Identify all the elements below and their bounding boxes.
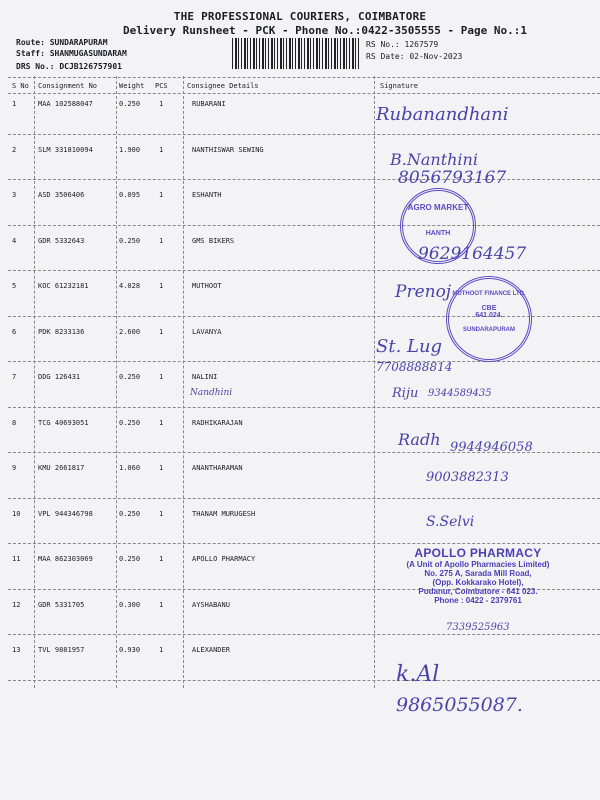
company-title: THE PROFESSIONAL COURIERS, COIMBATORE xyxy=(173,10,427,23)
row-consignment-no: SLM 331810094 xyxy=(38,146,93,154)
row-pcs: 1 xyxy=(159,191,164,199)
header-rule xyxy=(8,93,600,94)
apollo-stamp-line1: APOLLO PHARMACY xyxy=(414,546,542,560)
row-consignee: NALINI xyxy=(192,373,218,381)
row-pcs: 1 xyxy=(159,282,164,290)
signature-row8-phone: 9944946058 xyxy=(450,440,533,455)
muthoot-stamp-line4: SUNDARAPURAM xyxy=(463,327,515,333)
muthoot-stamp-line1: MUTHOOT FINANCE LTD. xyxy=(452,291,526,297)
apollo-pharmacy-stamp xyxy=(392,546,564,610)
row-consignment-no: ASD 3506406 xyxy=(38,191,85,199)
row-consignment-no: MAA 102588047 xyxy=(38,100,93,108)
row-weight: 0.250 xyxy=(119,419,141,427)
row-sno: 8 xyxy=(12,419,17,427)
row-pcs: 1 xyxy=(159,146,164,154)
row-sno: 7 xyxy=(12,373,17,381)
col-divider xyxy=(374,76,375,688)
row-consignee: THANAM MURUGESH xyxy=(192,510,256,518)
col-divider xyxy=(34,76,35,688)
signature-row7-phone: 9344589435 xyxy=(428,388,492,399)
row-separator xyxy=(8,225,600,226)
row-weight: 0.300 xyxy=(119,601,141,609)
row-sno: 5 xyxy=(12,282,17,290)
drs-number: DRS No.: DCJB126757901 xyxy=(16,62,122,71)
row-consignment-no: TVL 9881957 xyxy=(38,646,85,654)
col-divider xyxy=(183,76,184,688)
row-consignee: NANTHISWAR SEWING xyxy=(192,146,264,154)
apollo-stamp-line6: Phone : 0422 - 2379761 xyxy=(434,596,522,605)
table-top-rule xyxy=(8,77,600,78)
row-consignee: ESHANTH xyxy=(192,191,222,199)
muthoot-stamp xyxy=(446,276,532,362)
row-weight: 1.900 xyxy=(119,146,141,154)
col-header-consignment: Consignment No xyxy=(38,82,98,90)
signature-row7: Riju xyxy=(392,386,419,401)
row-consignee: AYSHABANU xyxy=(192,601,230,609)
route-label: Route: SUNDARAPURAM xyxy=(16,38,108,47)
row-sno: 9 xyxy=(12,464,17,472)
col-divider xyxy=(116,76,117,688)
row-consignment-no: KOC 61232181 xyxy=(38,282,89,290)
row-weight: 0.250 xyxy=(119,373,141,381)
barcode xyxy=(232,38,360,69)
row-consignment-no: TCG 40693051 xyxy=(38,419,89,427)
row-consignment-no: GDR 5332643 xyxy=(38,237,85,245)
signature-row12-phone: 7339525963 xyxy=(446,622,510,633)
agro-stamp-line2: HANTH xyxy=(425,230,451,237)
col-header-signature: Signature xyxy=(380,82,418,90)
row-sno: 4 xyxy=(12,237,17,245)
muthoot-stamp-line2: CBE xyxy=(481,305,497,312)
rs-number: RS No.: 1267579 xyxy=(366,40,439,49)
row-weight: 4.028 xyxy=(119,282,141,290)
signature-row13-phone: 9865055087. xyxy=(396,694,523,716)
row-consignee: APOLLO PHARMACY xyxy=(192,555,256,563)
apollo-stamp-line2: (A Unit of Apollo Pharmacies Limited) xyxy=(406,560,550,569)
runsheet-subtitle: Delivery Runsheet - PCK - Phone No.:0422-3505555 - Page No.:1 xyxy=(123,24,527,37)
row-consignee: RUBARANI xyxy=(192,100,226,108)
apollo-stamp-line4: (Opp. Kokkarako Hotel), xyxy=(432,578,524,587)
agro-market-stamp xyxy=(400,188,476,264)
signature-row6-phone: 7708888814 xyxy=(376,360,453,374)
row-consignment-no: KMU 2661817 xyxy=(38,464,85,472)
row-sno: 13 xyxy=(12,646,21,654)
row-pcs: 1 xyxy=(159,555,164,563)
row-separator xyxy=(8,543,600,544)
row-consignee: MUTHOOT xyxy=(192,282,222,290)
row-separator xyxy=(8,134,600,135)
rs-date: RS Date: 02-Nov-2023 xyxy=(366,52,463,61)
row-weight: 0.930 xyxy=(119,646,141,654)
row-separator xyxy=(8,680,600,681)
row-consignee: ANANTHARAMAN xyxy=(192,464,243,472)
row-pcs: 1 xyxy=(159,328,164,336)
signature-row6: St. Lug xyxy=(376,336,443,357)
row-weight: 0.250 xyxy=(119,555,141,563)
row-pcs: 1 xyxy=(159,601,164,609)
col-header-sno: S No xyxy=(12,82,29,90)
apollo-stamp-line3: No. 275 A, Sarada Mill Road, xyxy=(424,569,532,578)
signature-row5: Prenoj xyxy=(395,282,452,302)
staff-label: Staff: SHANMUGASUNDARAM xyxy=(16,49,127,58)
signature-row13: k.Al xyxy=(396,662,440,687)
row-pcs: 1 xyxy=(159,510,164,518)
row-pcs: 1 xyxy=(159,373,164,381)
row-sno: 1 xyxy=(12,100,17,108)
row-consignee: ALEXANDER xyxy=(192,646,230,654)
row-pcs: 1 xyxy=(159,237,164,245)
row-pcs: 1 xyxy=(159,100,164,108)
row-separator xyxy=(8,498,600,499)
row-pcs: 1 xyxy=(159,419,164,427)
handwritten-note-row7: Nandhini xyxy=(190,388,233,398)
signature-row9-phone: 9003882313 xyxy=(426,470,509,485)
row-weight: 0.250 xyxy=(119,237,141,245)
row-separator xyxy=(8,407,600,408)
row-consignee: LAVANYA xyxy=(192,328,222,336)
row-weight: 0.250 xyxy=(119,100,141,108)
signature-row8: Radh xyxy=(398,430,441,449)
col-header-consignee: Consignee Details xyxy=(187,82,259,90)
row-consignee: GMS BIKERS xyxy=(192,237,235,245)
row-sno: 11 xyxy=(12,555,21,563)
row-consignment-no: MAA 862303069 xyxy=(38,555,93,563)
row-consignment-no: PDK 8233136 xyxy=(38,328,85,336)
row-consignment-no: DDG 126431 xyxy=(38,373,81,381)
row-sno: 2 xyxy=(12,146,17,154)
row-sno: 6 xyxy=(12,328,17,336)
signature-row1: Rubanandhani xyxy=(376,104,509,125)
row-weight: 0.095 xyxy=(119,191,141,199)
col-header-weight: Weight xyxy=(119,82,145,90)
agro-stamp-line1: AGRO MARKET xyxy=(407,203,469,212)
row-sno: 12 xyxy=(12,601,21,609)
row-consignee: RADHIKARAJAN xyxy=(192,419,243,427)
muthoot-stamp-line3: 641 024. xyxy=(475,312,503,319)
row-weight: 2.600 xyxy=(119,328,141,336)
row-consignment-no: VPL 944346798 xyxy=(38,510,93,518)
signature-row2-name: B.Nanthini xyxy=(390,150,478,169)
row-weight: 0.250 xyxy=(119,510,141,518)
row-pcs: 1 xyxy=(159,464,164,472)
row-consignment-no: GDR 5331705 xyxy=(38,601,85,609)
col-header-pcs: PCS xyxy=(155,82,168,90)
row-weight: 1.060 xyxy=(119,464,141,472)
row-separator xyxy=(8,179,600,180)
row-sno: 10 xyxy=(12,510,21,518)
row-sno: 3 xyxy=(12,191,17,199)
row-separator xyxy=(8,270,600,271)
row-pcs: 1 xyxy=(159,646,164,654)
apollo-stamp-line5: Podanur, Coimbatore - 641 023. xyxy=(418,587,538,596)
signature-row10: S.Selvi xyxy=(426,514,475,530)
row-separator xyxy=(8,361,600,362)
signature-row2-phone: 8056793167 xyxy=(398,168,507,188)
signature-row4-phone: 9629164457 xyxy=(418,244,527,264)
row-separator xyxy=(8,634,600,635)
